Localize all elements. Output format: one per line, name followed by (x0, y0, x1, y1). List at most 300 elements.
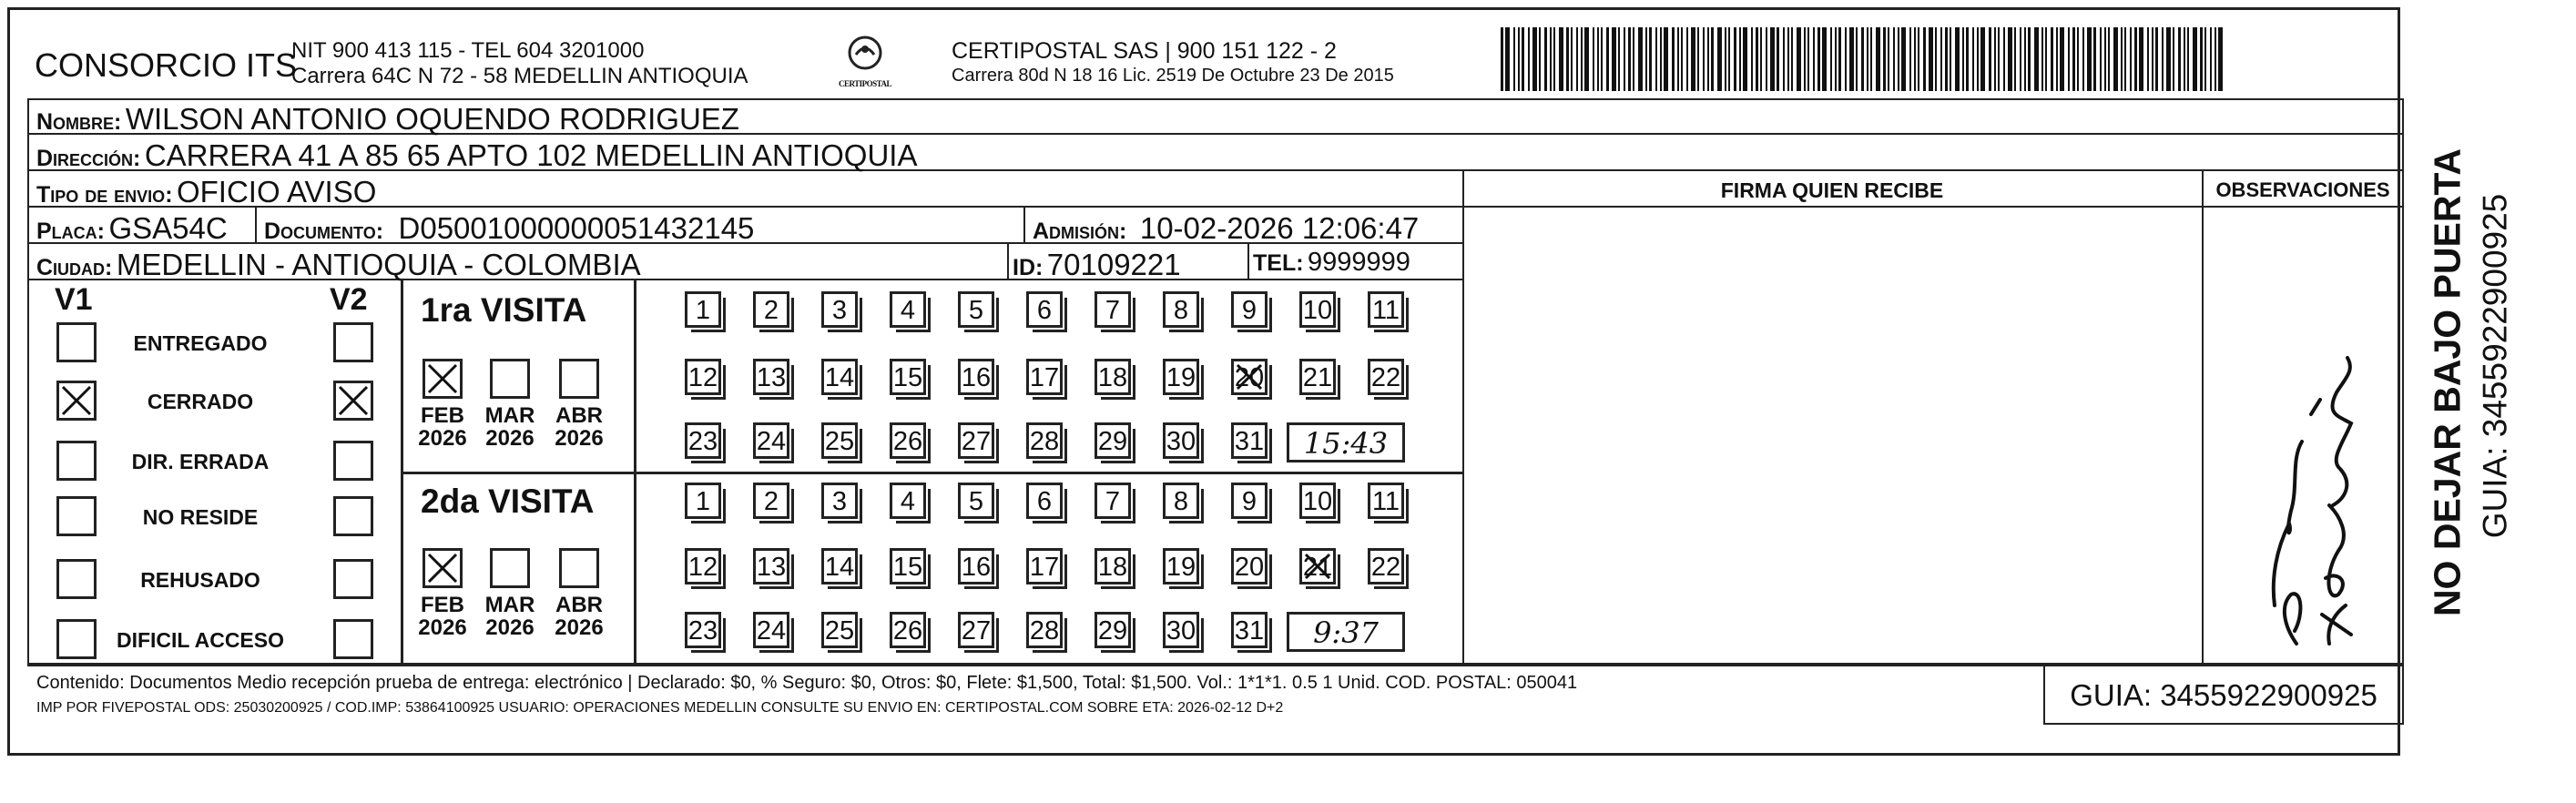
barcode-bar (1528, 27, 1530, 91)
direccion-row (36, 140, 917, 170)
tipo-envio-value: OFICIO AVISO (176, 175, 377, 208)
admision-label: Admisión: (1033, 219, 1127, 244)
first-visit-time-box: 15:43 (1287, 422, 1405, 462)
barcode-bar (1760, 27, 1762, 91)
barcode-bar (1728, 27, 1730, 91)
barcode-bar (2184, 27, 2185, 91)
barcode-bar (2077, 27, 2079, 91)
barcode-bar (1501, 27, 1503, 91)
carrier-address: Carrera 80d N 18 16 Lic. 2519 De Octubre 23 De 2015 (952, 66, 1394, 86)
barcode-bar (1898, 27, 1899, 91)
barcode-bar (1835, 27, 1837, 91)
first-visit-day-15: 15 (890, 359, 926, 395)
status-label-no-reside: NO RESIDE (142, 505, 259, 529)
barcode-bar (2034, 27, 2039, 91)
barcode-bar (1550, 27, 1552, 91)
first-visit-day-3: 3 (821, 291, 858, 328)
barcode-bar (1867, 27, 1868, 91)
barcode-bar (1505, 27, 1510, 91)
barcode-bar (2187, 27, 2189, 91)
status-label-cerrado: CERRADO (147, 390, 254, 413)
v2-checkbox-dificil-acceso (333, 619, 373, 659)
status-label-dificil-acceso: DIFICIL ACCESO (116, 628, 284, 652)
barcode-bar (1929, 27, 1933, 91)
first-visit-day-7: 7 (1095, 291, 1131, 328)
barcode-bar (1576, 27, 1578, 91)
x-mark (336, 383, 371, 418)
barcode-bar (1783, 27, 1785, 91)
barcode-bar (2134, 27, 2137, 91)
barcode-bar (2166, 27, 2171, 91)
footer-print-line: IMP POR FIVEPOSTAL ODS: 25030200925 / COD.IMP: 53864100925 USUARIO: OPERACIONES MEDELLIN CONSULTE SU ENVIO EN: CERTIPOSTAL.COM SOBRE ETA: 2026-02-12 D+2 (36, 700, 1284, 716)
barcode-bar (2008, 27, 2012, 91)
barcode-bar (1628, 27, 1631, 91)
second-visit-day-10: 10 (1299, 483, 1336, 519)
side-guia-number: GUIA: 3455922900925 (2476, 193, 2514, 539)
documento-cell (264, 213, 754, 243)
first-visit-day-14: 14 (821, 359, 858, 395)
ciudad-cell (36, 249, 641, 280)
id-cell (1013, 249, 1181, 280)
first-visit-day-31: 31 (1231, 422, 1268, 459)
barcode-bar (1980, 27, 1985, 91)
barcode-bar (1539, 27, 1541, 91)
v1-checkbox-no-reside (56, 496, 97, 536)
documento-value: D05001000000051432145 (398, 211, 755, 245)
tipo-envio-label: Tipo de envio: (36, 182, 173, 208)
barcode-bar (1691, 27, 1695, 91)
second-visit-day-1: 1 (685, 483, 721, 519)
second-visit-day-5: 5 (958, 483, 994, 519)
first-visit-day-17: 17 (1026, 359, 1063, 395)
x-mark (59, 383, 94, 418)
barcode-bar (1766, 27, 1767, 91)
second-visit-day-11: 11 (1368, 483, 1404, 519)
placa-label: Placa: (36, 219, 105, 244)
barcode-bar (2162, 27, 2164, 91)
barcode-bar (1849, 27, 1854, 91)
barcode-bar (1893, 27, 1895, 91)
barcode-bar (1522, 27, 1524, 91)
barcode-bar (1664, 27, 1668, 91)
second-visit-day-21: 21 (1299, 548, 1336, 584)
first-visit-day-12: 12 (685, 359, 721, 395)
barcode-bar (1618, 27, 1620, 91)
barcode-bar (1918, 27, 1919, 91)
barcode-bar (1935, 27, 1937, 91)
first-visit-day-20: 20 (1231, 359, 1268, 395)
id-value: 70109221 (1046, 248, 1181, 281)
second-visit-day-3: 3 (821, 483, 858, 519)
second-visit-day-23: 23 (685, 612, 721, 648)
documento-label: Documento: (264, 219, 384, 244)
second-visit-day-7: 7 (1095, 483, 1131, 519)
barcode-bar (1838, 27, 1841, 91)
barcode-bar (1791, 27, 1793, 91)
direccion-label: Dirección: (36, 146, 141, 171)
second-visit-day-28: 28 (1026, 612, 1063, 648)
second-visit-day-15: 15 (890, 548, 926, 584)
barcode-bar (1856, 27, 1858, 91)
v2-checkbox-cerrado (333, 381, 373, 421)
first-visit-month-box-feb (423, 359, 463, 399)
second-visit-day-19: 19 (1163, 548, 1199, 584)
barcode-bar (1544, 27, 1547, 91)
barcode-bar (1966, 27, 1969, 91)
barcode-bar (1581, 27, 1583, 91)
barcode-bar (1743, 27, 1747, 91)
barcode-bar (1870, 27, 1872, 91)
first-visit-day-28: 28 (1026, 422, 1063, 459)
barcode-bar (2087, 27, 2092, 91)
status-label-entregado: ENTREGADO (133, 331, 268, 355)
barcode-bar (2056, 27, 2058, 91)
first-visit-month-box-mar (490, 359, 530, 399)
first-visit-day-16: 16 (958, 359, 994, 395)
barcode-bar (1584, 27, 1589, 91)
v1-checkbox-entregado (56, 322, 97, 362)
barcode-bar (1645, 27, 1647, 91)
direccion-value: CARRERA 41 A 85 65 APTO 102 MEDELLIN ANTIOQUIA (144, 138, 918, 172)
company-address: Carrera 64C N 72 - 58 MEDELLIN ANTIOQUIA (291, 64, 748, 88)
postal-seal-icon (836, 33, 894, 75)
second-visit-day-20: 20 (1231, 548, 1268, 584)
barcode-bar (1601, 27, 1603, 91)
barcode-bar (1612, 27, 1616, 91)
barcode-bar (1998, 27, 2000, 91)
barcode-bar (2113, 27, 2118, 91)
v1-checkbox-cerrado (56, 381, 97, 421)
nombre-row (36, 104, 739, 134)
first-visit-day-21: 21 (1299, 359, 1336, 395)
barcode-bar (1797, 27, 1801, 91)
barcode-bar (1804, 27, 1806, 91)
admision-divider (1023, 206, 1025, 242)
first-visit-day-8: 8 (1163, 291, 1199, 328)
second-visit-day-8: 8 (1163, 483, 1199, 519)
first-visit-day-24: 24 (753, 422, 789, 459)
barcode-bar (2218, 27, 2223, 91)
placa-divider (255, 206, 257, 242)
barcode-bar (1633, 27, 1634, 91)
v1-checkbox-dir-errada (56, 441, 97, 481)
first-visit-month-label-feb (413, 404, 472, 450)
second-visit-time-box: 9:37 (1287, 612, 1405, 652)
month-year: 2026 (418, 615, 467, 641)
barcode-bar (1559, 27, 1563, 91)
barcode-bar (2003, 27, 2005, 91)
barcode-bar (1901, 27, 1906, 91)
v1-label: V1 (55, 282, 93, 317)
barcode-bar (1513, 27, 1515, 91)
tipo-envio-row (36, 177, 376, 207)
first-visit-day-11: 11 (1368, 291, 1404, 328)
second-visit-day-2: 2 (753, 483, 789, 519)
barcode-bar (1751, 27, 1753, 91)
second-visit-day-24: 24 (753, 612, 789, 648)
tel-label: TEL: (1253, 250, 1304, 276)
barcode-bar (2045, 27, 2047, 91)
month-name: ABR (555, 403, 603, 428)
barcode-bar (1697, 27, 1699, 91)
barcode-bar (1606, 27, 1609, 91)
barcode-bar (2147, 27, 2149, 91)
barcode-bar (2152, 27, 2153, 91)
barcode-bar (1787, 27, 1789, 91)
barcode-bar (1777, 27, 1779, 91)
second-visit-day-6: 6 (1026, 483, 1063, 519)
barcode-bar (1566, 27, 1569, 91)
barcode-bar (2204, 27, 2206, 91)
barcode-bar (1717, 27, 1722, 91)
barcode-bar (1845, 27, 1847, 91)
second-visit-day-27: 27 (958, 612, 994, 648)
barcode-bar (1711, 27, 1714, 91)
barcode-bar (2193, 27, 2197, 91)
admision-cell (1033, 213, 1419, 243)
barcode-bar (1950, 27, 1951, 91)
first-visit-day-5: 5 (958, 291, 994, 328)
month-name: FEB (421, 403, 464, 428)
barcode-bar (1672, 27, 1675, 91)
barcode-bar (1725, 27, 1726, 91)
barcode-bar (1649, 27, 1652, 91)
first-visit-day-22: 22 (1368, 359, 1404, 395)
first-visit-day-2: 2 (753, 291, 789, 328)
barcode-bar (2130, 27, 2132, 91)
ciudad-value: MEDELLIN - ANTIOQUIA - COLOMBIA (116, 248, 641, 281)
first-visit-day-25: 25 (821, 422, 858, 459)
barcode-bar (1770, 27, 1775, 91)
nombre-label: Nombre: (36, 109, 122, 135)
row-line (27, 206, 2404, 208)
barcode-bar (2104, 27, 2106, 91)
v1-checkbox-rehusado (56, 559, 97, 599)
second-visit-day-26: 26 (890, 612, 926, 648)
second-visit-month-label-feb (413, 594, 472, 639)
first-visit-month-label-mar (481, 404, 539, 450)
barcode-bar (1571, 27, 1573, 91)
v2-label: V2 (330, 282, 368, 317)
first-visit-day-29: 29 (1095, 422, 1131, 459)
first-visit-title: 1ra VISITA (421, 291, 587, 329)
barcode-bar (2178, 27, 2181, 91)
second-visit-day-17: 17 (1026, 548, 1063, 584)
footer-content-line: Contenido: Documentos Medio recepción prueba de entrega: electrónico | Declarado: $0, % Seguro: $0, Otros: $0, Flete: $1,500, Total: $1,500. Vol.: 1*1*1. 0.5 1 Unid. COD. POSTAL: 050041 (36, 673, 1578, 693)
barcode-bar (2072, 27, 2075, 91)
barcode-bar (1977, 27, 1979, 91)
first-visit-day-6: 6 (1026, 291, 1063, 328)
first-visit-month-label-abr (550, 404, 608, 450)
barcode-bar (2215, 27, 2216, 91)
barcode-bar (1807, 27, 1809, 91)
v2-checkbox-no-reside (333, 496, 373, 536)
barcode-bar (1830, 27, 1832, 91)
id-label: ID: (1013, 255, 1044, 280)
placa-cell (36, 213, 228, 243)
barcode-bar (2093, 27, 2096, 91)
barcode-bar (1945, 27, 1948, 91)
v2-checkbox-dir-errada (333, 441, 373, 481)
barcode-bar (1822, 27, 1827, 91)
barcode-bar (1883, 27, 1886, 91)
second-visit-day-13: 13 (753, 548, 789, 584)
company-nit-tel: NIT 900 413 115 - TEL 604 3201000 (291, 38, 645, 63)
month-year: 2026 (485, 615, 535, 641)
placa-value: GSA54C (108, 211, 228, 245)
second-visit-day-25: 25 (821, 612, 858, 648)
observaciones-column-divider (2202, 169, 2204, 665)
barcode-bar (2108, 27, 2110, 91)
firma-column-divider (1462, 169, 1464, 665)
barcode-bar (2155, 27, 2158, 91)
barcode-bar (1989, 27, 1991, 91)
barcode-bar (1734, 27, 1736, 91)
v1-checkbox-dificil-acceso (56, 619, 97, 659)
second-visit-day-9: 9 (1231, 483, 1268, 519)
carrier-name-nit: CERTIPOSTAL SAS | 900 151 122 - 2 (952, 38, 1337, 64)
second-visit-day-30: 30 (1163, 612, 1199, 648)
visits-divider (401, 472, 1462, 474)
barcode-bar (1888, 27, 1889, 91)
second-visit-day-16: 16 (958, 548, 994, 584)
second-visit-day-14: 14 (821, 548, 858, 584)
second-visit-day-18: 18 (1095, 548, 1131, 584)
firma-header: FIRMA QUIEN RECIBE (1720, 178, 1944, 202)
tel-divider (1247, 242, 1249, 279)
barcode-bar (1597, 27, 1599, 91)
barcode-bar (1739, 27, 1741, 91)
barcode-bar (1909, 27, 1911, 91)
barcode-bar (2210, 27, 2212, 91)
barcode-bar (1677, 27, 1679, 91)
first-visit-day-23: 23 (685, 422, 721, 459)
barcode-bar (1813, 27, 1815, 91)
barcode-bar (1962, 27, 1964, 91)
observation-handwritten-note (2238, 305, 2375, 651)
barcode-bar (2068, 27, 2070, 91)
barcode-bar (1940, 27, 1942, 91)
barcode-bar (2100, 27, 2102, 91)
month-year: 2026 (418, 426, 467, 452)
barcode-bar (2020, 27, 2021, 91)
barcode-bar (1817, 27, 1820, 91)
first-visit-day-26: 26 (890, 422, 926, 459)
barcode-bar (2014, 27, 2016, 91)
barcode-bar (1624, 27, 1625, 91)
barcode-bar (1593, 27, 1594, 91)
second-visit-day-4: 4 (890, 483, 926, 519)
barcode-bar (1681, 27, 1683, 91)
barcode-bar (2082, 27, 2084, 91)
barcode-bar (1707, 27, 1709, 91)
first-visit-day-13: 13 (753, 359, 789, 395)
id-divider (1007, 242, 1009, 279)
first-visit-day-9: 9 (1231, 291, 1268, 328)
second-visit-month-box-abr (559, 548, 599, 588)
month-year: 2026 (555, 615, 604, 641)
barcode-bar (2121, 27, 2123, 91)
month-name: MAR (484, 593, 535, 617)
v2-checkbox-entregado (333, 322, 373, 362)
certipostal-logo-text: CERTIPOSTAL (838, 79, 892, 88)
barcode-bar (1861, 27, 1864, 91)
tel-value: 9999999 (1308, 248, 1410, 277)
second-visit-month-label-mar (481, 594, 539, 639)
observaciones-header: OBSERVACIONES (2215, 178, 2390, 201)
barcode-bar (1532, 27, 1537, 91)
month-name: MAR (484, 403, 535, 428)
second-visit-day-29: 29 (1095, 612, 1131, 648)
barcode-bar (2060, 27, 2064, 91)
barcode-bar (2028, 27, 2031, 91)
barcode-bar (2139, 27, 2143, 91)
first-visit-day-10: 10 (1299, 291, 1336, 328)
month-year: 2026 (485, 426, 535, 452)
first-visit-day-27: 27 (958, 422, 994, 459)
ciudad-label: Ciudad: (36, 255, 113, 280)
barcode-bar (1914, 27, 1916, 91)
barcode-bar (1972, 27, 1974, 91)
first-visit-day-1: 1 (685, 291, 721, 328)
barcode-bar (1553, 27, 1555, 91)
x-mark (1302, 551, 1333, 582)
x-mark (1234, 361, 1265, 392)
no-dejar-bajo-puerta-notice: NO DEJAR BAJO PUERTA (2426, 147, 2469, 617)
first-visit-day-19: 19 (1163, 359, 1199, 395)
status-label-dir-errada: DIR. ERRADA (131, 450, 270, 473)
admision-value: 10-02-2026 12:06:47 (1139, 211, 1420, 245)
barcode-bar (2173, 27, 2174, 91)
v2-checkbox-rehusado (333, 559, 373, 599)
barcode-bar (1638, 27, 1643, 91)
barcode-bar (1660, 27, 1662, 91)
barcode-bar (1703, 27, 1705, 91)
certipostal-logo (836, 33, 894, 89)
barcode-bar (2051, 27, 2053, 91)
status-label-rehusado: REHUSADO (140, 568, 260, 592)
tel-cell (1253, 249, 1410, 276)
first-visit-day-18: 18 (1095, 359, 1131, 395)
barcode-bar (2200, 27, 2203, 91)
barcode-bar (1994, 27, 1996, 91)
first-visit-day-30: 30 (1163, 422, 1199, 459)
handwritten-note-drawing (2238, 305, 2375, 651)
barcode (1501, 27, 2225, 91)
month-year: 2026 (555, 426, 604, 452)
barcode-bar (1955, 27, 1960, 91)
second-visit-month-label-abr (550, 594, 608, 639)
barcode-bar (2124, 27, 2126, 91)
x-mark (425, 361, 460, 396)
first-visit-day-4: 4 (890, 291, 926, 328)
second-visit-title: 2da VISITA (421, 483, 595, 520)
footer-guia-number: GUIA: 3455922900925 (2070, 678, 2377, 712)
second-visit-month-box-mar (490, 548, 530, 588)
month-name: FEB (421, 593, 464, 617)
nombre-value: WILSON ANTONIO OQUENDO RODRIGUEZ (125, 102, 739, 136)
barcode-bar (1655, 27, 1657, 91)
month-name: ABR (555, 593, 603, 617)
barcode-bar (2041, 27, 2043, 91)
barcode-bar (1686, 27, 1688, 91)
barcode-bar (1923, 27, 1926, 91)
barcode-bar (1876, 27, 1880, 91)
first-visit-month-box-abr (559, 359, 599, 399)
x-mark (425, 551, 460, 585)
second-visit-day-22: 22 (1368, 548, 1404, 584)
company-name: CONSORCIO ITS (35, 46, 298, 84)
